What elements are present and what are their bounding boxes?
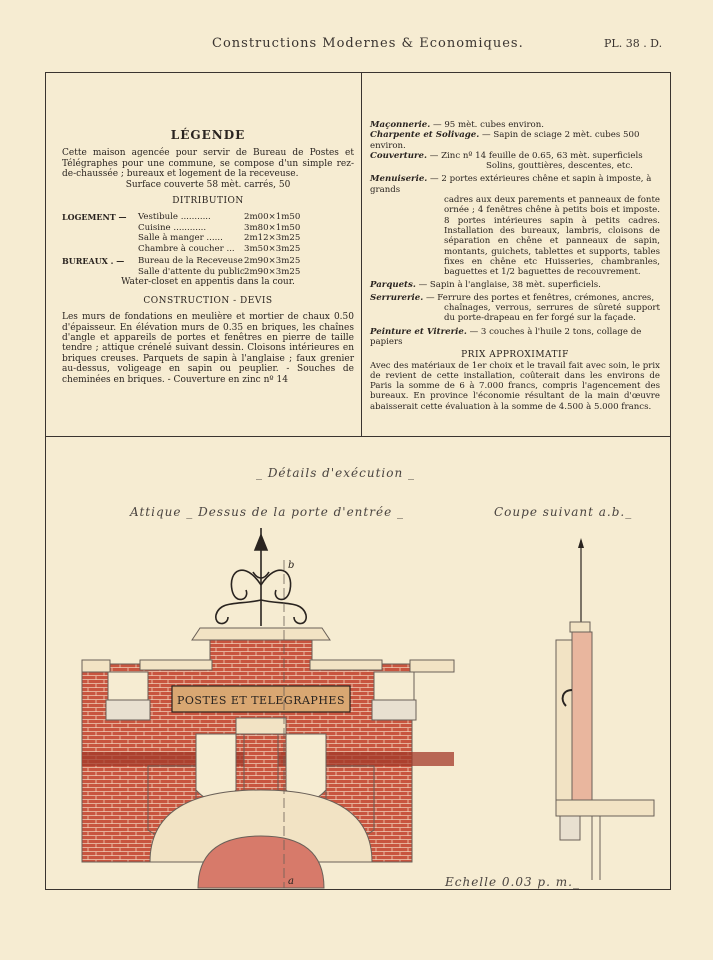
devis-value: — 2 portes extérieures chêne et sapin à imposte, à grands <box>370 174 652 195</box>
construction-title: CONSTRUCTION - DEVIS <box>143 295 273 306</box>
section-drawing <box>556 538 654 880</box>
devis-value: — Ferrure des portes et fenêtres, crémones, ancres, <box>425 292 655 303</box>
attique-elevation <box>82 528 454 888</box>
left-coping <box>140 660 212 670</box>
top-coping <box>192 628 330 640</box>
right-coping <box>310 660 382 670</box>
room-dim: 3m80×1m50 <box>244 222 301 233</box>
room-name: Chambre à coucher ... <box>138 243 235 254</box>
logement-label: LOGEMENT — <box>62 212 127 223</box>
series-title: Constructions Modernes & Economiques. <box>212 36 524 51</box>
room-name: Vestibule ........... <box>138 212 211 223</box>
devis-couverture-cont: Solins, gouttières, descentes, etc. <box>486 161 633 172</box>
room-name: Salle d'attente du public <box>138 266 245 277</box>
room-dim: 2m90×3m25 <box>244 256 301 267</box>
wrought-iron-finial <box>216 528 306 626</box>
corbel-left <box>196 734 236 801</box>
attique-caption: Attique _ Dessus de la porte d'entrée _ <box>130 505 404 519</box>
devis-serrurerie-cont: chaînages, verrous, serrures de sûreté support du porte-drapeau en fer forgé sur la façade. <box>444 303 660 324</box>
crenel-right <box>374 672 414 702</box>
keystone-cap <box>236 718 286 734</box>
section-mark-a: a <box>288 876 294 887</box>
devis-menuiserie-cont: cadres aux deux parements et panneaux de fonte ornée ; 4 fenêtres chêne à petits bois et imposte. 8 portes intérieures sapin à petits cadres. Installation des bureaux, lambris, cloisons de séparation en chêne et panneaux de sapin, montants, guichets, tablettes et supports, tables fixes en chêne etc Huisseries, chambranles, baguettes et 1/2 baguettes de recouvrement. <box>444 195 660 278</box>
right-pier-cap <box>410 660 454 672</box>
room-dim: 2m00×1m50 <box>244 212 301 223</box>
prix-title: PRIX APPROXIMATIF <box>461 350 569 361</box>
devis-value: — Sapin à l'anglaise, 38 mèt. superficiels. <box>418 280 601 291</box>
room-dim: 3m50×3m25 <box>244 243 301 254</box>
wc-note: Water-closet en appentis dans la cour. <box>121 277 295 288</box>
plate-number: PL. 38 . D. <box>604 37 663 50</box>
prix-text: Avec des matériaux de 1er choix et le travail fait avec soin, le prix de revient de cette installation, coûterait dans les environs de Paris la somme de 6 à 7.000 francs, compris l'agencement des bureaux. En province l'économie résultant de la main d'œuvre abaisserait cette évaluation à la somme de 4.500 à 5.000 francs. <box>370 360 660 412</box>
room-name: Salle à manger ...... <box>138 233 223 244</box>
room-name: Cuisine ............ <box>138 222 207 233</box>
devis-key: Maçonnerie. <box>370 120 431 130</box>
section-mark-b: b <box>288 560 295 571</box>
scale-caption: Echelle 0.03 p. m._ <box>445 875 580 889</box>
legend-surface: Surface couverte 58 mèt. carrés, 50 <box>125 179 291 190</box>
devis-value: — Zinc nº 14 feuille de 0.65, 63 mèt. superficiels <box>429 150 643 161</box>
left-pier-cap <box>82 660 110 672</box>
devis-value: — 3 couches à l'huile 2 tons, collage de papiers <box>370 326 642 347</box>
sign-text: POSTES ET TELEGRAPHES <box>177 694 345 707</box>
room-dim: 2m90×3m25 <box>244 266 301 277</box>
legend-title: LÉGENDE <box>170 128 246 142</box>
construction-text: Les murs de fondations en meulière et mortier de chaux 0.50 d'épaisseur. En élévation murs de 0.35 en briques, les chaînes d'angle et appareils de portes et fenêtres en pierre de taille tendre ; attique crénelé suivant dessin. Cloisons intérieures en briques creuses. Parquets de sapin à l'anglaise ; faux grenier au-dessus, voligeage en sapin ou peuplier. - Souches de cheminées en briques. - Couverture en zinc nº 14 <box>62 312 354 385</box>
devis-key: Charpente et Solivage. <box>370 130 480 141</box>
coupe-caption: Coupe suivant a.b._ <box>494 505 633 519</box>
devis-key: Menuiserie. <box>370 174 428 185</box>
devis-value: — Sapin de sciage 2 mèt. cubes 500 environ. <box>370 130 640 151</box>
room-dim: 2m12×3m25 <box>244 233 301 244</box>
devis-key: Couverture. <box>370 150 428 161</box>
devis-key: Peinture et Vitrerie. <box>370 326 467 337</box>
devis-value: — 95 mèt. cubes environ. <box>433 120 544 130</box>
bureaux-label: BUREAUX . — <box>62 256 125 267</box>
legend-intro: Cette maison agencée pour servir de Bureau de Postes et Télégraphes pour une commune, se compose d'un simple rez-de-chaussée ; bureaux et logement de la receveuse. <box>62 148 354 180</box>
room-name: Bureau de la Receveuse <box>138 256 243 267</box>
section-wall <box>572 632 592 800</box>
devis-key: Parquets. <box>370 280 416 291</box>
details-heading: _ Détails d'exécution _ <box>256 466 415 480</box>
devis-key: Serrurerie. <box>370 292 424 303</box>
crenel-left <box>108 672 148 702</box>
distribution-title: DITRIBUTION <box>172 196 244 207</box>
corbel-right <box>286 734 326 801</box>
